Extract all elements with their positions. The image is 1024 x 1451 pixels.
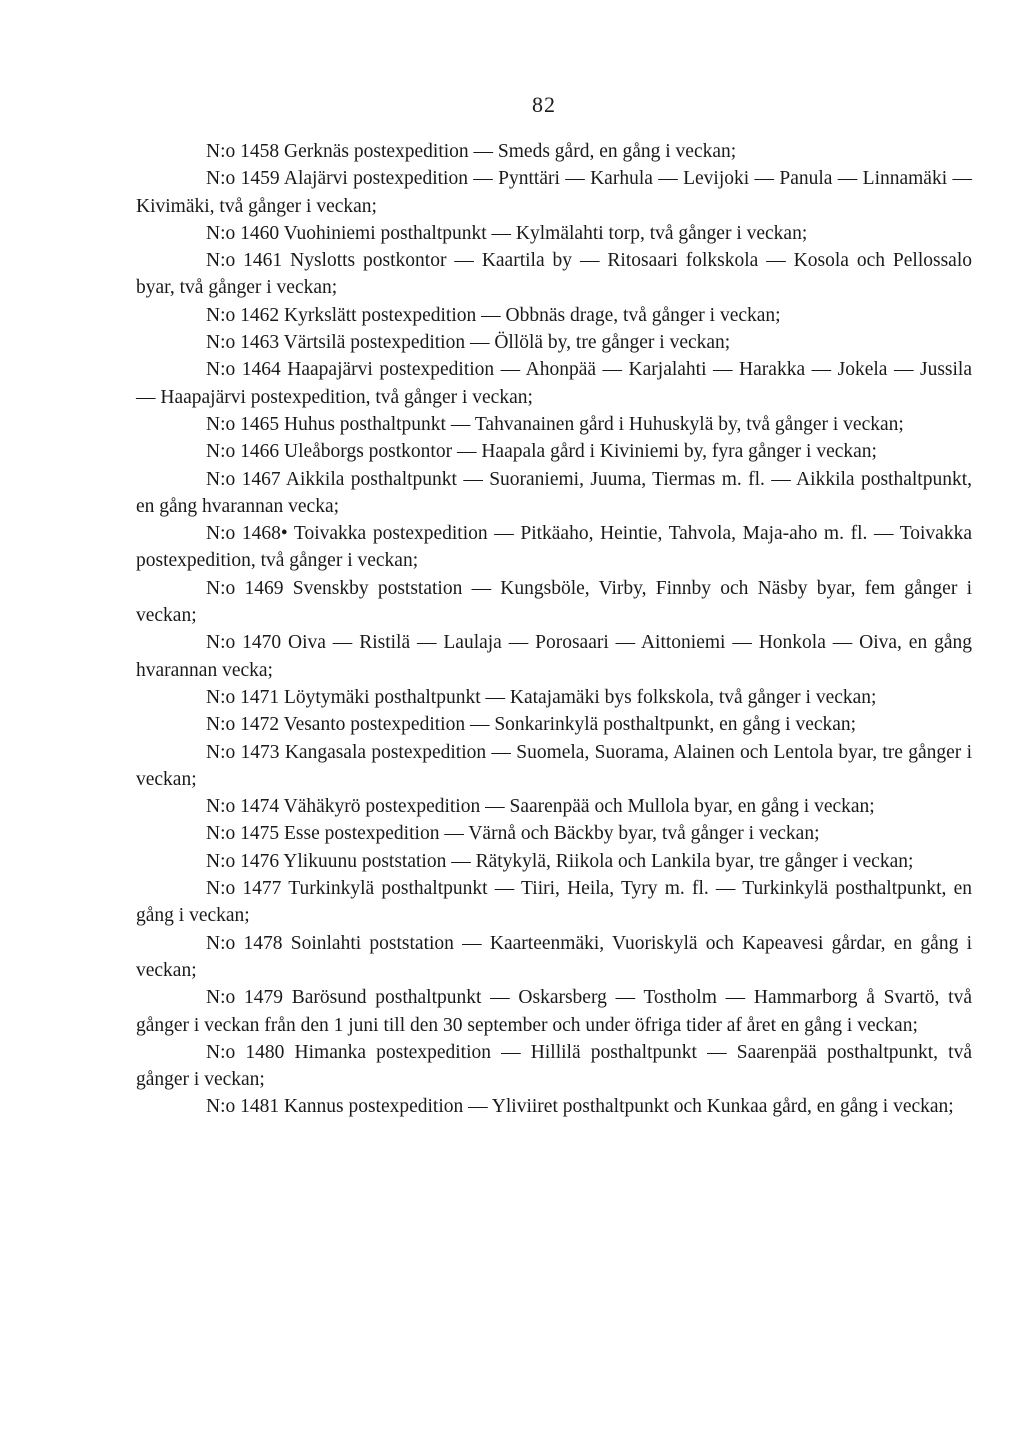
entry-1469: N:o 1469 Svenskby poststation — Kungsböle, Virby, Finnby och Näsby byar, fem gånger i veckan; bbox=[136, 577, 972, 627]
entry-1462: N:o 1462 Kyrkslätt postexpedition — Obbnäs drage, två gånger i veckan; bbox=[206, 304, 781, 326]
entry-1470: N:o 1470 Oiva — Ristilä — Laulaja — Porosaari — Aittoniemi — Honkola — Oiva, en gång hvarannan vecka; bbox=[136, 632, 972, 681]
entry-1472: N:o 1472 Vesanto postexpedition — Sonkarinkylä posthaltpunkt, en gång i veckan; bbox=[206, 714, 857, 736]
entry-1477: N:o 1477 Turkinkylä posthaltpunkt — Tiiri, Heila, Tyry m. fl. — Turkinkylä posthaltpunkt, en gång i veckan; bbox=[136, 878, 972, 927]
entry-1465: N:o 1465 Huhus posthaltpunkt — Tahvanainen gård i Huhuskylä by, två gånger i veckan; bbox=[206, 413, 904, 435]
entry-1468: N:o 1468• Toivakka postexpedition — Pitkäaho, Heintie, Tahvola, Maja-aho m. fl. — Toivakka postexpedition, två gånger i veckan; bbox=[136, 523, 972, 572]
entry-1467: N:o 1467 Aikkila posthaltpunkt — Suoraniemi, Juuma, Tiermas m. fl. — Aikkila posthaltpunkt, en gång hvarannan vecka; bbox=[136, 468, 972, 517]
entry-1481: N:o 1481 Kannus postexpedition — Yliviiret posthaltpunkt och Kunkaa gård, en gång i veckan; bbox=[206, 1096, 954, 1118]
entry-1476: N:o 1476 Ylikuunu poststation — Rätykylä, Riikola och Lankila byar, tre gånger i veckan; bbox=[206, 850, 914, 872]
entry-1463: N:o 1463 Värtsilä postexpedition — Öllölä by, tre gånger i veckan; bbox=[206, 332, 731, 354]
entry-1464: N:o 1464 Haapajärvi postexpedition — Ahonpää — Karjalahti — Harakka — Jokela — Jussila — Haapajärvi postexpedition, två gånger i veckan; bbox=[136, 359, 972, 408]
page-number: 82 bbox=[532, 92, 556, 117]
entry-1475: N:o 1475 Esse postexpedition — Värnå och Bäckby byar, två gånger i veckan; bbox=[206, 823, 820, 845]
entry-1466: N:o 1466 Uleåborgs postkontor — Haapala gård i Kiviniemi by, fyra gånger i veckan; bbox=[206, 441, 877, 463]
entry-1471: N:o 1471 Löytymäki posthaltpunkt — Katajamäki bys folkskola, två gånger i veckan; bbox=[206, 686, 877, 708]
entry-1459: N:o 1459 Alajärvi postexpedition — Pynttäri — Karhula — Levijoki — Panula — Linnamäki — Kivimäki, två gånger i veckan; bbox=[136, 168, 972, 217]
entry-1480: N:o 1480 Himanka postexpedition — Hillilä posthaltpunkt — Saarenpää posthaltpunkt, två gånger i veckan; bbox=[136, 1041, 972, 1091]
entry-1474: N:o 1474 Vähäkyrö postexpedition — Saarenpää och Mullola byar, en gång i veckan; bbox=[206, 796, 875, 818]
page-body bbox=[136, 138, 972, 1121]
entry-1461: N:o 1461 Nyslotts postkontor — Kaartila by — Ritosaari folkskola — Kosola och Pellossalo byar, två gånger i veckan; bbox=[136, 250, 972, 299]
entry-1473: N:o 1473 Kangasala postexpedition — Suomela, Suorama, Alainen och Lentola byar, tre gånger i veckan; bbox=[136, 741, 972, 790]
entry-1479: N:o 1479 Barösund posthaltpunkt — Oskarsberg — Tostholm — Hammarborg å Svartö, två gånger i veckan från den 1 juni till den 30 september och under öfriga tider af året en gång i veckan; bbox=[136, 987, 972, 1036]
entry-1460: N:o 1460 Vuohiniemi posthaltpunkt — Kylmälahti torp, två gånger i veckan; bbox=[206, 222, 808, 244]
entry-1458: N:o 1458 Gerknäs postexpedition — Smeds gård, en gång i veckan; bbox=[206, 141, 737, 162]
entry-1478: N:o 1478 Soinlahti poststation — Kaarteenmäki, Vuoriskylä och Kapeavesi gårdar, en gång i veckan; bbox=[136, 932, 972, 981]
